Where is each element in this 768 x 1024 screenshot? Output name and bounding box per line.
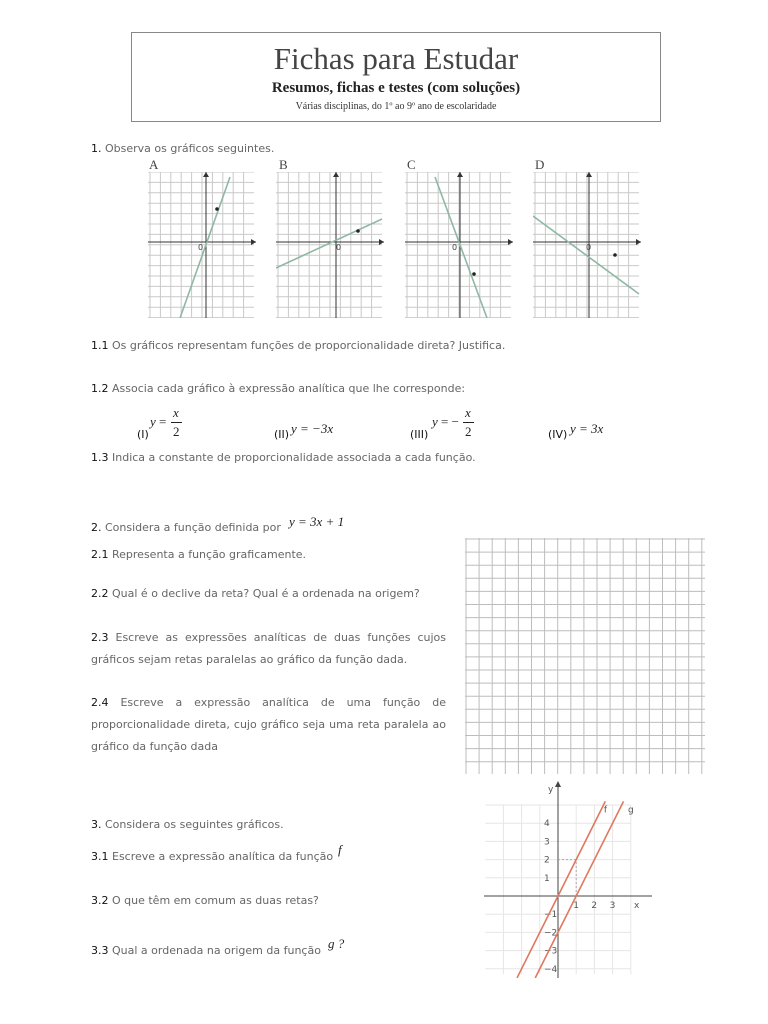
q3-2 [91, 894, 319, 907]
q3-intro [91, 818, 284, 831]
option-i-y: y [150, 414, 156, 429]
q2-expression: y = 3x + 1 [289, 514, 345, 529]
y-axis-arrow [457, 172, 463, 177]
graph-c [405, 172, 515, 318]
option-iii-minus: − [451, 414, 459, 429]
option-iii-y: y [432, 414, 438, 429]
origin-label: 0 [198, 243, 204, 252]
q2-4 [91, 692, 446, 758]
q1-1-text: Os gráficos representam funções de proporcionalidade direta? Justifica. [112, 339, 506, 352]
q2-2-text: Qual é o declive da reta? Qual é a ordenada na origem? [112, 587, 420, 600]
q1-3-number: 1.3 [91, 451, 109, 464]
q1-2-number: 1.2 [91, 382, 109, 395]
q2-2 [91, 587, 420, 600]
data-point [215, 207, 219, 211]
option-i-fraction-bar [171, 422, 182, 423]
q1-text: Observa os gráficos seguintes. [105, 142, 275, 155]
q2-1-number: 2.1 [91, 548, 109, 561]
q3-1 [91, 850, 333, 863]
q3-3-function-name: g ? [328, 936, 345, 951]
q1-1-number: 1.1 [91, 339, 109, 352]
q3-2-number: 3.2 [91, 894, 109, 907]
site-tagline: Várias disciplinas, do 1º ao 9º ano de escolaridade [295, 101, 497, 112]
site-header [131, 32, 661, 122]
x-axis-arrow [379, 239, 384, 245]
q3-3-number: 3.3 [91, 944, 109, 957]
q2-number: 2. [91, 521, 102, 534]
q1-1 [91, 339, 505, 352]
option-iii-den: 2 [465, 424, 472, 439]
site-title: Fichas para Estudar [273, 41, 519, 76]
q3-text: Considera os seguintes gráficos. [105, 818, 284, 831]
answer-grid [465, 538, 715, 774]
series-label-f: f [603, 805, 608, 816]
function-line [276, 219, 382, 268]
origin-label: 0 [586, 243, 592, 252]
data-point [472, 272, 476, 276]
q1-2-text: Associa cada gráfico à expressão analítica que lhe corresponde: [112, 382, 466, 395]
q1-3-text: Indica a constante de proporcionalidade associada a cada função. [112, 451, 476, 464]
x-tick-label: 3 [609, 901, 616, 911]
option-i-label: (I) [137, 428, 149, 441]
y-axis-arrow [333, 172, 339, 177]
y-tick-label: −3 [544, 946, 558, 957]
q3-chart [484, 778, 660, 984]
q1-3 [91, 451, 476, 464]
y-tick-label: −4 [544, 964, 558, 975]
site-subtitle: Resumos, fichas e testes (com soluções) [271, 80, 521, 96]
graph-c-label: C [407, 157, 416, 172]
option-i-eq: = [159, 414, 167, 429]
q3-1-number: 3.1 [91, 850, 109, 863]
origin-label: 0 [452, 243, 458, 252]
graph-b-label: B [279, 157, 288, 172]
q2-2-number: 2.2 [91, 587, 109, 600]
q2-1 [91, 548, 306, 561]
option-iv-label: (IV) [548, 428, 568, 441]
q2-3-number: 2.3 [91, 631, 109, 644]
series-line-f [517, 801, 605, 978]
y-axis-arrow [555, 781, 561, 787]
data-point [613, 253, 617, 257]
origin-label: 0 [336, 243, 342, 252]
y-tick-label: 4 [544, 819, 550, 830]
q3-number: 3. [91, 818, 102, 831]
y-tick-label: 3 [544, 837, 550, 848]
x-axis-arrow [251, 239, 256, 245]
y-axis-label: y [548, 785, 554, 795]
option-ii-label: (II) [274, 428, 290, 441]
x-axis-arrow [508, 239, 513, 245]
option-iii-eq: = [441, 414, 449, 429]
q3-1-text: Escreve a expressão analítica da função [112, 850, 334, 863]
graph-b [276, 172, 386, 318]
option-i-lhs [150, 414, 166, 430]
q1-intro [91, 142, 274, 155]
x-axis-arrow [636, 239, 641, 245]
option-iii-label: (III) [410, 428, 429, 441]
option-i-den: 2 [173, 424, 180, 439]
y-tick-label: −2 [544, 928, 558, 939]
graph-d [533, 172, 643, 318]
option-iii-fraction-bar [463, 422, 474, 423]
y-axis-arrow [203, 172, 209, 177]
series-label-g: g [628, 805, 634, 816]
q1-number: 1. [91, 142, 102, 155]
option-iv-expression: y = 3x [570, 421, 604, 436]
q1-2 [91, 382, 465, 395]
q2-1-text: Representa a função graficamente. [112, 548, 307, 561]
q3-1-function-name: f [338, 842, 342, 857]
y-tick-label: −1 [544, 910, 558, 921]
q3-3-text: Qual a ordenada na origem da função [112, 944, 321, 957]
y-tick-label: 2 [544, 855, 550, 866]
q3-3 [91, 944, 321, 957]
q2-4-number: 2.4 [91, 696, 109, 709]
q3-2-text: O que têm em comum as duas retas? [112, 894, 319, 907]
option-iii-num: x [465, 405, 471, 420]
q2-3 [91, 627, 446, 671]
q2-3-text: Escreve as expressões analíticas de duas funções cujos gráficos sejam retas paralelas ao gráfico da função dada. [91, 631, 446, 666]
x-axis-label: x [634, 901, 640, 911]
option-iii-lhs [432, 414, 459, 430]
x-tick-label: 1 [573, 901, 579, 911]
option-ii-expression: y = −3x [291, 421, 334, 436]
q2-intro [91, 521, 281, 534]
q2-text: Considera a função definida por [105, 521, 281, 534]
graph-d-label: D [535, 157, 545, 172]
graph-a [148, 172, 258, 318]
option-i-num: x [173, 405, 179, 420]
q2-4-text: Escreve a expressão analítica de uma função de proporcionalidade direta, cujo gráfico seja uma reta paralela ao gráfico da função dada [91, 696, 446, 753]
data-point [356, 229, 360, 233]
x-tick-label: 2 [591, 901, 598, 911]
graph-a-label: A [149, 157, 159, 172]
y-tick-label: 1 [544, 873, 550, 884]
